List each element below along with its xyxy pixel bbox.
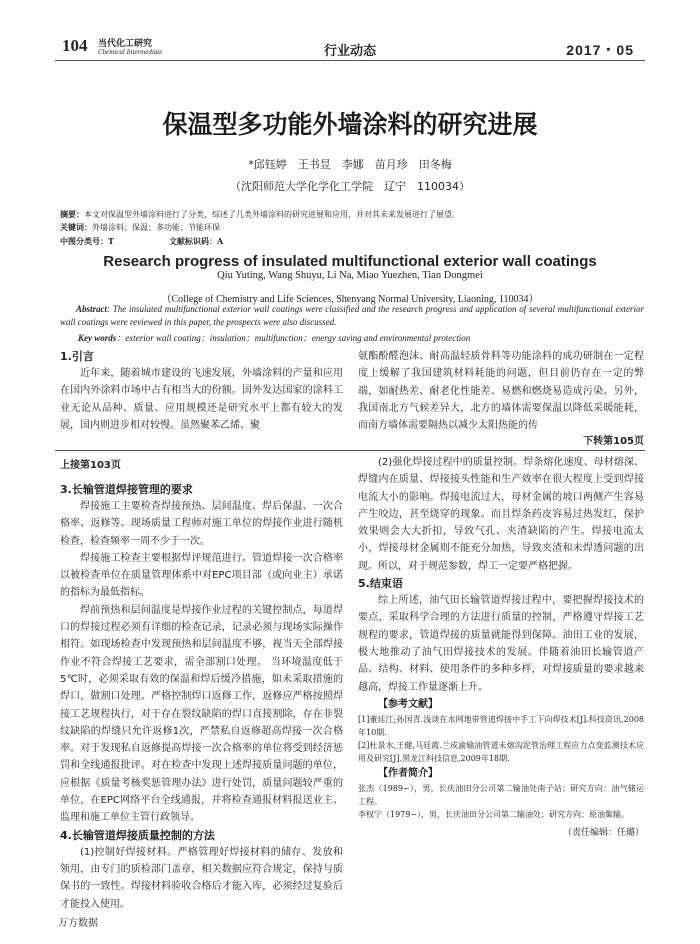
- magazine-name-en: Chemical Intermediate: [98, 48, 163, 56]
- issue-number: 2017・05: [566, 42, 634, 58]
- intro-left-column: [60, 365, 343, 434]
- authors-en: Qiu Yuting, Wang Shuyu, Li Na, Miao Yuezhen, Tian Dongmei: [217, 270, 483, 281]
- page-number: 104: [62, 36, 88, 55]
- abstract-en-text: : The insulated multifunctional exterior wall coatings were classified and the research progress and application of several multifunctional exterior wall coatings were reviewed in this paper, the prospects were also discussed.: [60, 304, 644, 327]
- classification-line: [60, 236, 645, 247]
- keywords-cn: [60, 222, 645, 233]
- abstract-label: 摘要：: [60, 209, 84, 219]
- reference-item: [1]董廷江;孙国青.浅谈在水网地带管道焊接中手工下向焊技术[J].科技资讯,2008年10期.: [358, 714, 644, 737]
- article-title-cn: 保温型多功能外墙涂料的研究进展: [162, 110, 538, 139]
- author-intro-item: 张杰（1989~），男，长庆油田分公司第二输油处南子站；研究方向：油气储运工程。: [358, 783, 644, 806]
- section3-heading: 3.长输管道焊接管理的要求: [60, 483, 193, 496]
- authors-cn: *邱钰婷 王书昱 李娜 苗月珍 田冬梅: [248, 158, 452, 171]
- paragraph: 焊接施工检查主要根据焊评规范进行。管道焊接一次合格率以被检查单位在质量管理体系中对EPC项目部（或向业主）承诺的指标为最低指标。: [60, 552, 343, 599]
- class-label: 中图分类号：: [60, 236, 108, 246]
- paragraph: 焊前预热和层间温度是焊接作业过程的关键控制点，每道焊口的焊接过程必须有详细的检查记录，记录必须与现场实际操作相符。如现场检查中发现预热和层间温度不够，视当天全部焊接作业不符合焊接工艺要求，需全部割口处理。 当环境温度低于5℃时，必须采取有效的保温和焊后缓冷措施，如未采取措施的焊口，做割口处理。严格控制焊口返修工作，返修应严格按照焊接工艺规程执行，对于存在裂纹缺陷的焊口直接割除，存在非裂纹缺陷的焊缝只允许返修1次，严禁私自返修超高焊接一次合格率。对于发现私自返修提高焊接一次合格率的单位将受到经济惩罚和全线通报批评。对在检查中发现上述焊接质量问题的单位，应根据《质量考核奖惩管理办法》进行处罚，质量问题较严重的单位，在EPC网络平台全线通报，并将检查通报材料报送业主、监理和施工单位主管行政领导。: [60, 604, 343, 824]
- section-title: 行业动态: [323, 44, 376, 59]
- class-value: T: [108, 236, 114, 246]
- continued-right-column: [358, 454, 644, 842]
- intro-right-column: [358, 348, 644, 434]
- continued-left-column: [60, 481, 343, 913]
- article-title-en: Research progress of insulated multifunctional exterior wall coatings: [103, 253, 597, 270]
- header-divider: [55, 60, 645, 61]
- paragraph: 综上所述，油气田长输管道焊接过程中，要把握焊接技术的要点，采取科学合理的方法进行质量的控制，严格遵守焊接工艺规程的要求，管道焊接的质量就能得到保障。油田工业的发展，极大地推动了油气田焊接技术的发展。伴随着油田长输管道产品、结构、材料、使用条件的多种多样，对焊接质量的要求越来越高，焊接工作量逐渐上升。: [358, 595, 644, 693]
- section4-heading: 4.长输管道焊接质量控制的方法: [60, 828, 215, 842]
- intro-right-text: 氨酯酚醛泡沫、耐高温轻质骨料等功能涂料的成功研制在一定程度上缓解了我国建筑材料耗能的问题，但目前仍存在一定的弊端，如耐热差、耐老化性能差、易燃和燃烧易造成污染。另外，我国南北方气候差异大，北方的墙体需要保温以降低采暖能耗，而南方墙体需要隔热以减少太阳热能的传: [358, 351, 644, 432]
- author-intro-item: 李权宁（1979~），男，长庆油田分公司第二输油处；研究方向：原油集输。: [358, 809, 630, 819]
- doc-code-value: A: [217, 236, 224, 246]
- intro-left-text: 近年来，随着城市建设的飞速发展，外墙涂料的产量和应用在国内外涂料市场中占有相当大的份额。国外发达国家的涂料工业无论从品种、质量、应用规模还是研究水平上都有较大的发展，国内则进步相对较慢。虽然聚苯乙烯、聚: [60, 368, 343, 431]
- paragraph: (2)强化焊接过程中的质量控制。焊条熔化速度、母材熔深、焊缝内在质量、焊接接头性能和生产效率在很大程度上受到焊接电流大小的影响。焊接电流过大，母材金属的坡口两侧产生容易产生咬边，甚至烧穿的现象。而且焊条药皮容易过热发红，保护效果则会大大折扣，导致气孔、夹渣缺陷的产生。焊接电流太小，焊接母材金属则不能充分加热，导致夹渣和未焊透问题的出现。所以，对于规范参数，焊工一定要严格把握。: [358, 457, 644, 572]
- section-divider: [55, 450, 645, 451]
- abstract-en: [60, 303, 644, 329]
- abstract-text: 本文对保温型外墙涂料进行了分类，综述了几类外墙涂料的研究进展和应用，并对其未来发展进行了展望。: [84, 210, 460, 219]
- abstract-cn: [60, 209, 645, 220]
- continue-to-label: 下转第105页: [583, 436, 644, 447]
- doc-code-label: 文献标识码：: [169, 236, 218, 246]
- paragraph: (1)控制好焊接材料。严格管理好焊接材料的储存、发放和领用，由专门的质检部门盖章，相关数据应符合规定，保持与质保书的一致性。焊接材料验收合格后才能入库，必须经过复验后才能投入使用。: [60, 846, 343, 910]
- section5-heading: 5.结束语: [358, 577, 403, 591]
- paragraph: 焊接施工主要检查焊接预热、层间温度、焊后保温、一次合格率、返修等。现场质量工程师对施工单位的焊接作业进行随机检查，检查频率一周不少于一次。: [60, 501, 343, 547]
- references-heading: 【参考文献】: [378, 698, 438, 710]
- keywords-en: [78, 331, 644, 344]
- keywords-label: 关键词：: [60, 222, 92, 232]
- magazine-name-cn: 当代化工研究: [98, 39, 153, 49]
- affiliation-cn: （沈阳师范大学化学化工学院 辽宁 110034）: [230, 180, 470, 193]
- continue-from-label: 上接第103页: [60, 460, 121, 471]
- abstract-en-label: Abstract: [76, 304, 108, 314]
- keywords-en-text: ：exterior wall coating；insulation；multifunction；energy saving and environmental protection: [116, 333, 471, 343]
- keywords-en-label: Key words: [78, 333, 117, 343]
- intro-heading: 1.引言: [60, 350, 94, 363]
- author-intro-heading: 【作者简介】: [378, 767, 438, 779]
- keywords-text: 外墙涂料；保温；多功能；节能环保: [92, 223, 220, 232]
- affiliation-en: （College of Chemistry and Life Sciences, Shenyang Normal University, Liaoning, 110034）: [161, 294, 539, 305]
- reference-item: [2]杜景水,王健,马廷霞.兰成渝输油管道未熔沟泥管治理工程应力点变监测技术应用及研究[J].黑龙江科技信息,2009年18期.: [358, 740, 644, 763]
- footer-watermark: 万方数据: [58, 918, 98, 929]
- editor-credit: （责任编辑：任璐）: [562, 827, 644, 838]
